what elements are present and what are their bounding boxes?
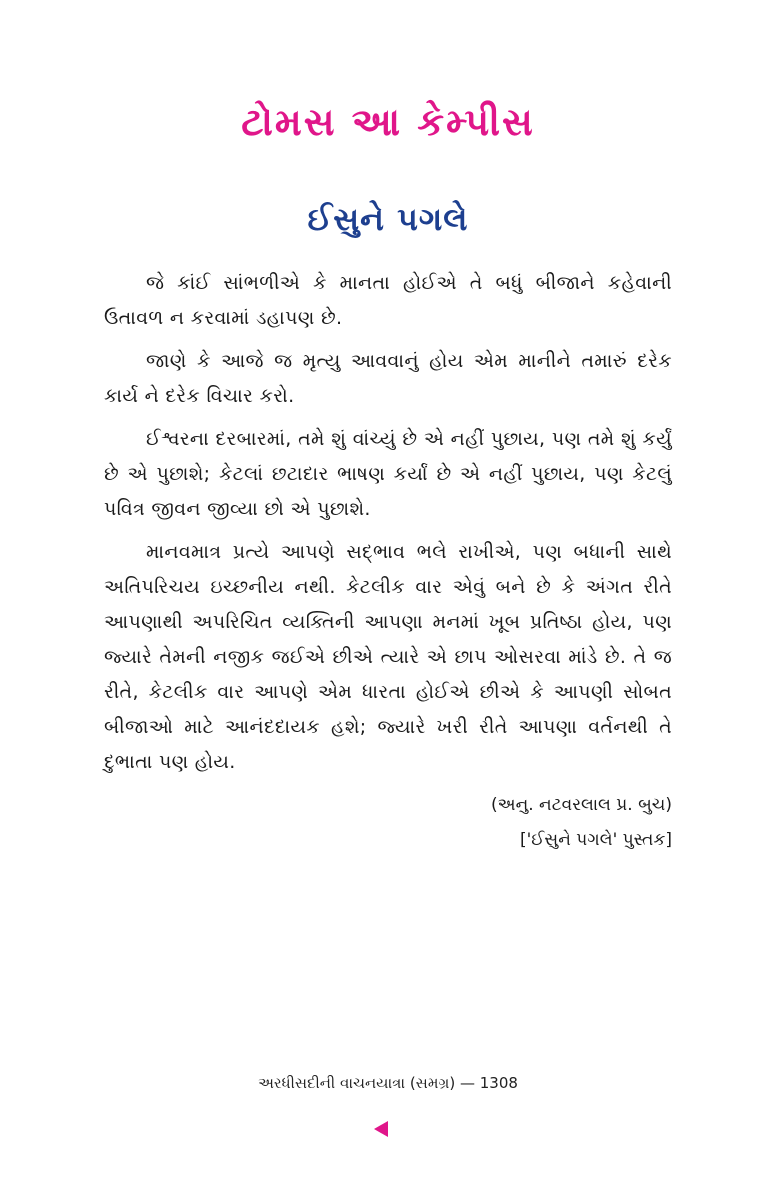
paragraph-3: ઈશ્વરના દરબારમાં, તમે શું વાંચ્યું છે એ નહીં પુછાય, પણ તમે શું કર્યું છે એ પુછાશે; કેટલાં છટાદાર ભાષણ કર્યાં છે એ નહીં પુછાય, પણ કેટલું પવિત્ર જીવન જીવ્યા છો એ પુછાશે.	[104, 428, 672, 520]
translator-credit: (અનુ. નટવરલાલ પ્ર. બુચ)	[491, 795, 672, 815]
body-text	[104, 266, 672, 858]
paragraph-4: માનવમાત્ર પ્રત્યે આપણે સદ્ભાવ ભલે રાખીએ, પણ બધાની સાથે અતિપરિચય ઇચ્છનીય નથી. કેટલીક વાર એવું બને છે કે અંગત રીતે આપણાથી અપરિચિત વ્યક્તિની આપણા મનમાં ખૂબ પ્રતિષ્ઠા હોય, પણ જ્યારે તેમની નજીક જઈએ છીએ ત્યારે એ છાપ ઓસરવા માંડે છે. તે જ રીતે, કેટલીક વાર આપણે એમ ધારતા હોઈએ છીએ કે આપણી સોબત બીજાઓ માટે આનંદદાયક હશે; જ્યારે ખરી રીતે આપણા વર્તનથી તે દુભાતા પણ હોય.	[104, 541, 672, 773]
page-footer: અરધીસદીની વાચનયાત્રા (સમગ્ર) — 1308	[258, 1074, 518, 1092]
triangle-left-icon[interactable]	[374, 1121, 388, 1137]
author-name: ટોમસ આ કેમ્પીસ	[241, 100, 535, 144]
source-credit: ['ઈસુને પગલે' પુસ્તક]	[520, 830, 672, 850]
paragraph-2: જાણે કે આજે જ મૃત્યુ આવવાનું હોય એમ માનીને તમારું દરેક કાર્ય ને દરેક વિચાર કરો.	[104, 350, 672, 407]
chapter-title: ઈસુને પગલે	[307, 200, 469, 238]
paragraph-1: જે કાંઈ સાંભળીએ કે માનતા હોઈએ તે બધું બીજાને કહેવાની ઉતાવળ ન કરવામાં ડહાપણ છે.	[104, 272, 672, 329]
